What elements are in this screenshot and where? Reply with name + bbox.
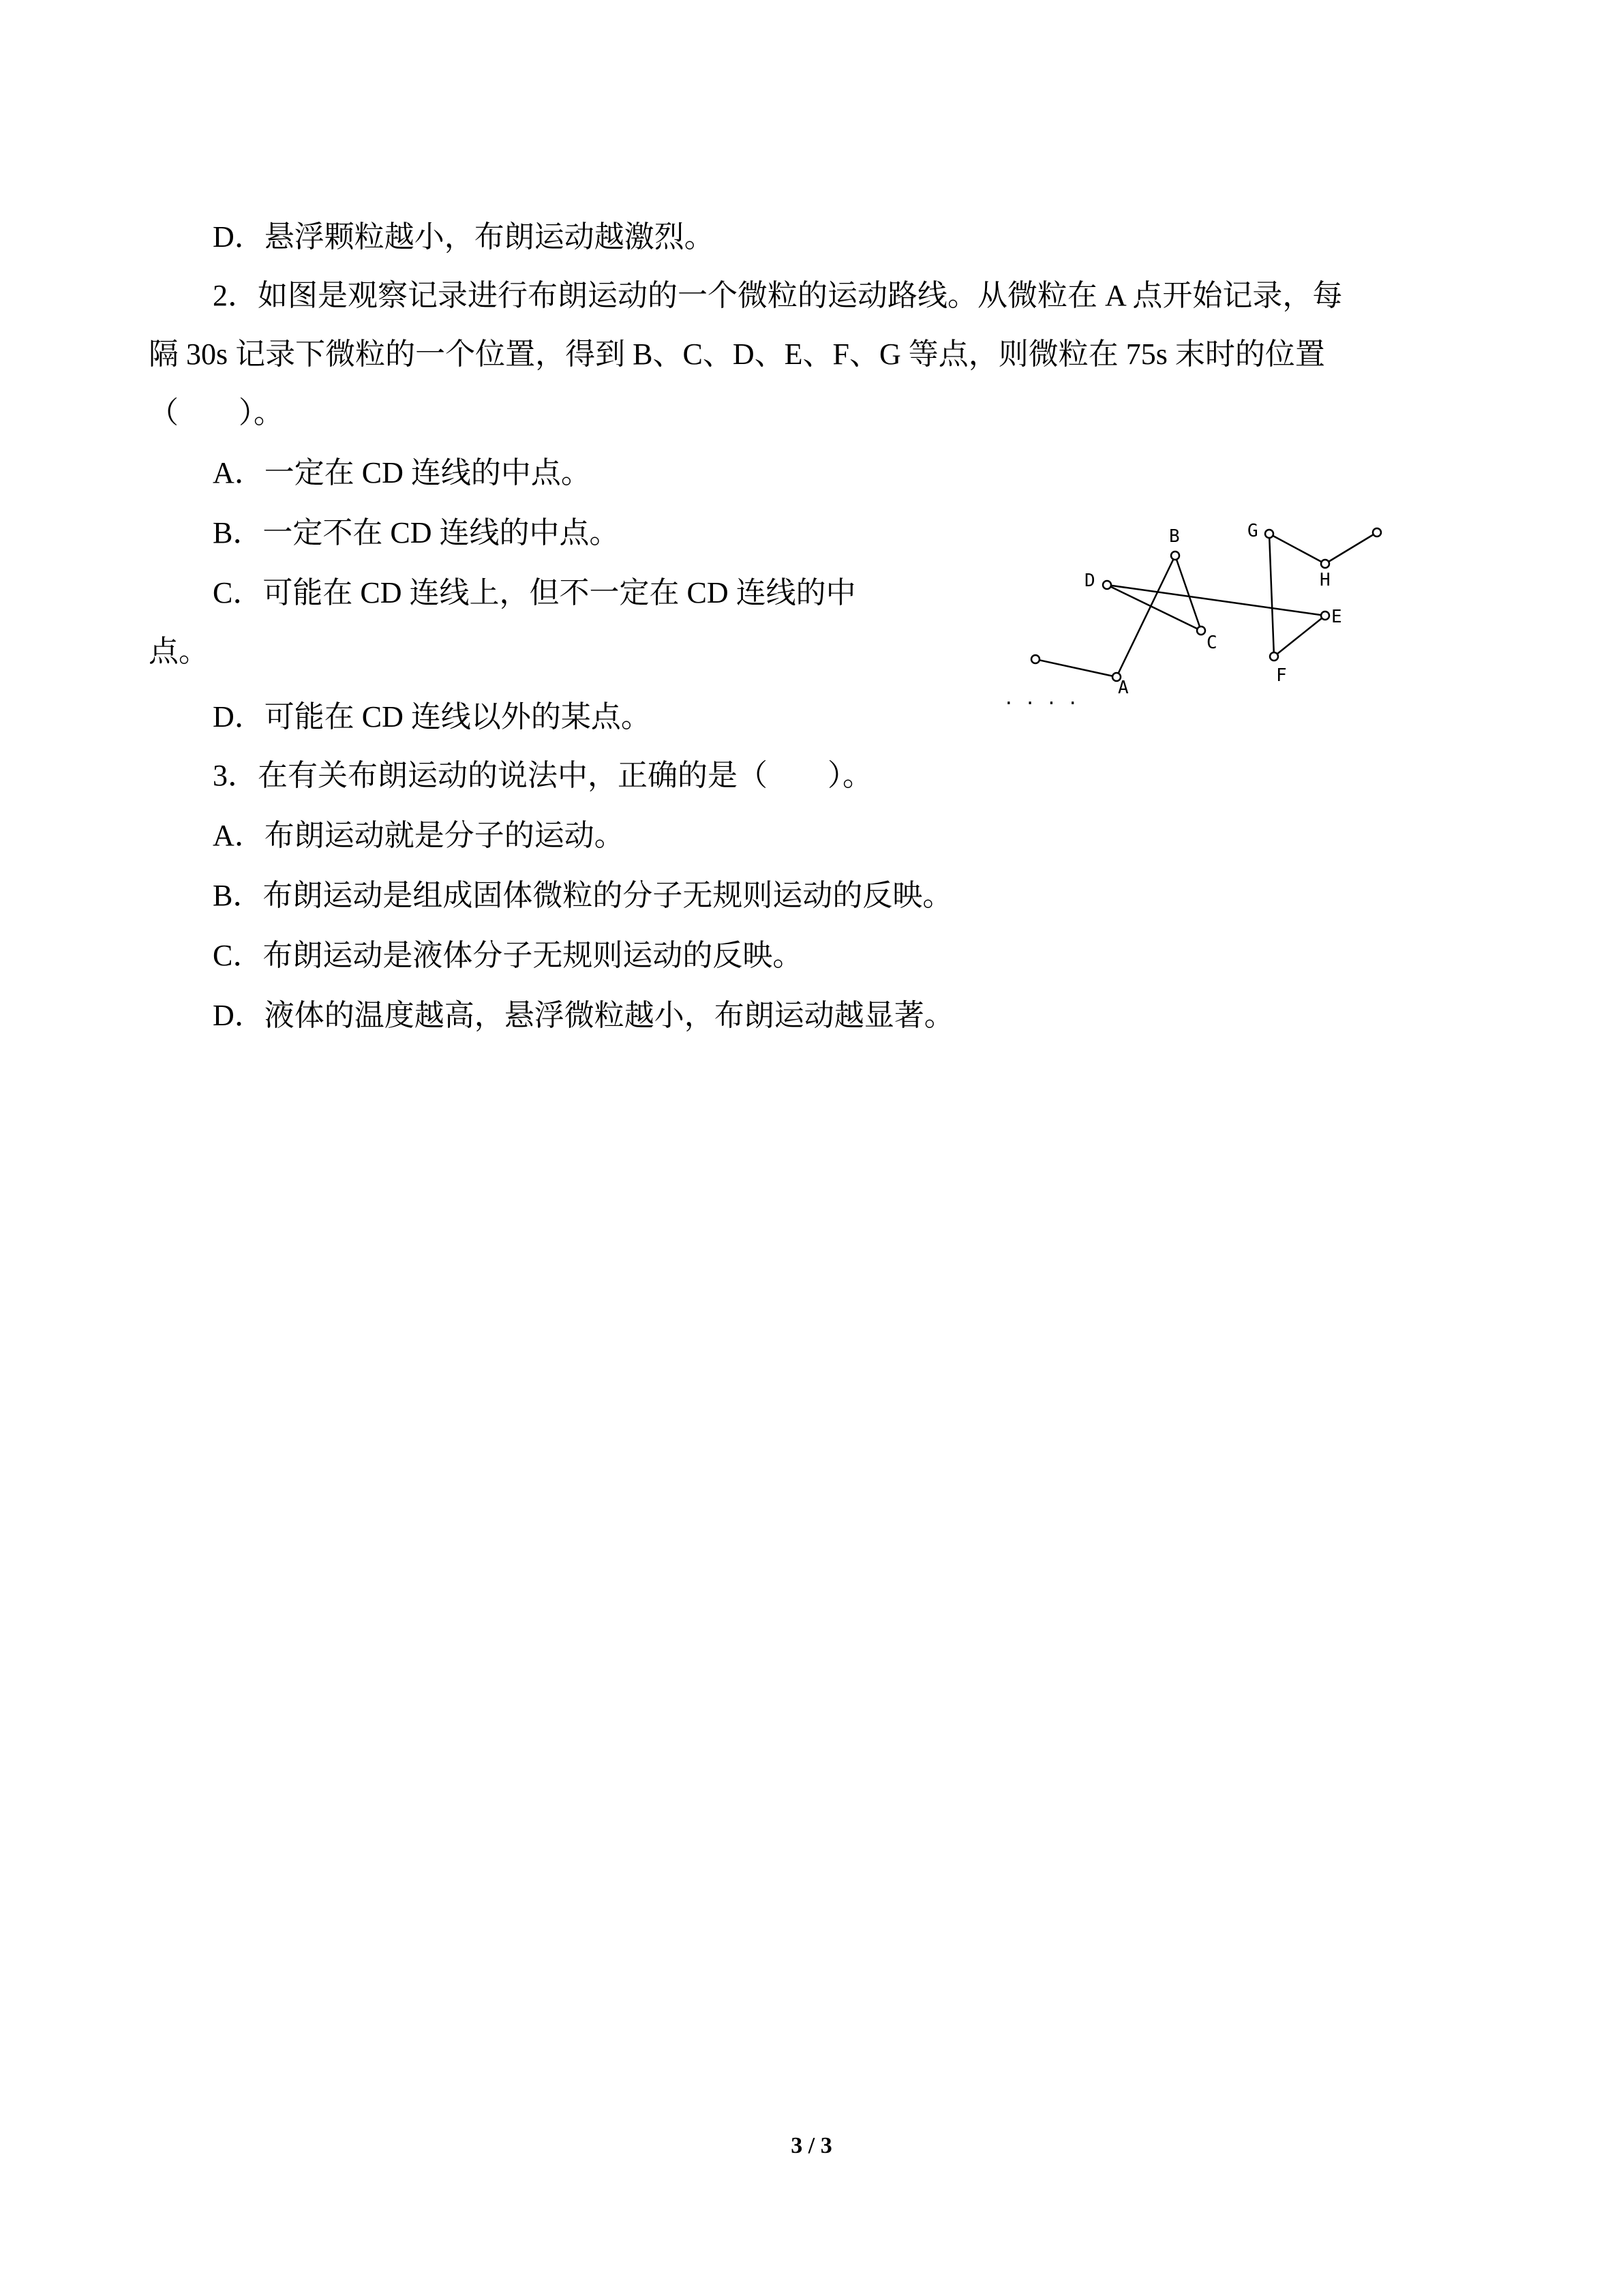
label-a: A: [1118, 678, 1129, 698]
option-3b: B．布朗运动是组成固体微粒的分子无规则运动的反映。: [213, 879, 953, 912]
label-d: D: [1084, 571, 1095, 591]
label-c: C: [1207, 633, 1217, 653]
path-segment-h-end: [1325, 532, 1377, 564]
option-3a: A．布朗运动就是分子的运动。: [213, 819, 624, 852]
brownian-path-diagram: [995, 515, 1404, 719]
path-point-e: [1321, 611, 1329, 620]
path-point-d: [1103, 581, 1111, 589]
label-g: G: [1247, 521, 1258, 541]
label-b: B: [1169, 526, 1180, 547]
path-segment-e-f: [1274, 616, 1325, 656]
question-2-stem-line-1: 2．如图是观察记录进行布朗运动的一个微粒的运动路线。从微粒在 A 点开始记录，每: [213, 279, 1343, 312]
question-3-stem: 3．在有关布朗运动的说法中，正确的是（ ）。: [213, 759, 873, 792]
option-1d: D．悬浮颗粒越小，布朗运动越激烈。: [213, 220, 714, 254]
label-f: F: [1276, 665, 1287, 686]
option-3d: D．液体的温度越高，悬浮微粒越小，布朗运动越显著。: [213, 999, 954, 1032]
path-point-g: [1265, 530, 1273, 538]
path-segment-start-a: [1035, 659, 1117, 677]
path-segment-f-g: [1269, 534, 1274, 656]
question-2-stem-line-2: 隔 30s 记录下微粒的一个位置，得到 B、C、D、E、F、G 等点，则微粒在 75s 末时的位置: [149, 337, 1325, 371]
path-point-f: [1270, 652, 1278, 661]
stray-marks: . . . .: [1003, 689, 1078, 709]
path-point-c: [1197, 626, 1205, 635]
label-h: H: [1320, 570, 1331, 590]
path-point-h: [1321, 560, 1329, 568]
path-point-b: [1171, 552, 1179, 560]
option-2a: A．一定在 CD 连线的中点。: [213, 456, 591, 489]
page-number: 3 / 3: [791, 2133, 832, 2158]
path-point-end: [1373, 528, 1381, 537]
brownian-path-figure: [995, 515, 1404, 719]
option-3c: C．布朗运动是液体分子无规则运动的反映。: [213, 939, 803, 972]
option-2c: C．可能在 CD 连线上，但不一定在 CD 连线的中: [213, 576, 856, 609]
path-segment-a-b: [1117, 556, 1175, 677]
option-2b: B．一定不在 CD 连线的中点。: [213, 516, 620, 549]
option-2c-continued: 点。: [149, 635, 209, 668]
question-2-answer-blank: （ ）。: [149, 396, 284, 429]
label-e: E: [1331, 607, 1342, 627]
option-2d: D．可能在 CD 连线以外的某点。: [213, 700, 651, 734]
path-point-start: [1031, 655, 1040, 663]
path-segment-g-h: [1269, 534, 1325, 564]
